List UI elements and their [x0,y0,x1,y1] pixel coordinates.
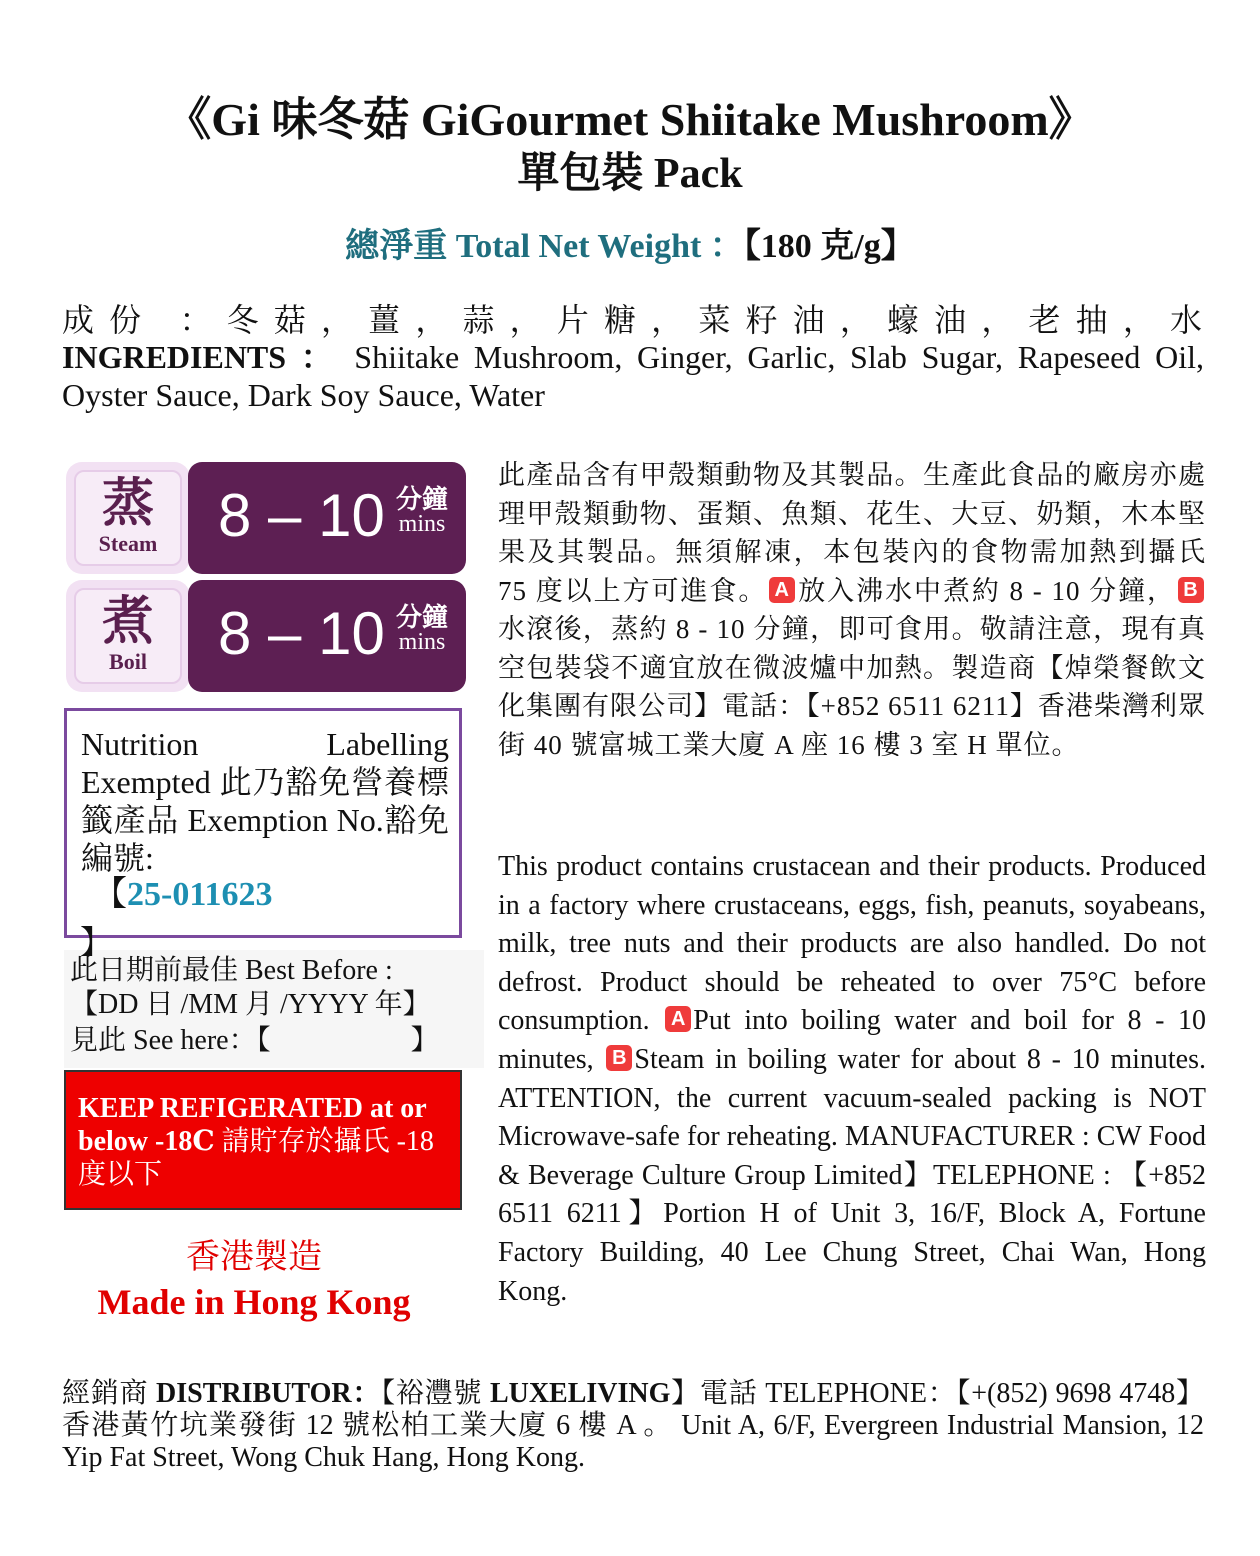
storage-warning-zh: 請貯存於攝氏 -18 度以下 [78,1126,434,1190]
ingredients-list: Shiitake Mushroom, Ginger, Garlic, Slab Sugar, Rapeseed Oil, Oyster Sauce, Dark Soy Sauce, Water [62,339,1204,413]
exemption-code: 25-011623 [127,876,273,913]
net-weight [0,224,1260,270]
boil-badge-icon-panel [66,580,190,692]
best-before-area [64,950,484,1068]
steam-badge [66,462,466,574]
steam-label-zh: 蒸 [101,473,154,534]
distributor-label-en: DISTRIBUTOR： [156,1378,382,1409]
mark-b-icon: B [1178,577,1204,603]
boil-label-en: Boil [109,649,147,674]
description-zh-part1: 此產品含有甲殼類動物及其製品。生產此食品的廠房亦處理甲殼類動物、蛋類、魚類、花生、大豆、奶類，木本堅果及其製品。無須解凍，本包裝內的食物需加熱到攝氏 75 度以上方可進食。 [498,460,1206,606]
storage-warning-en: KEEP REFIGERATED at or below -18Ⅽ [78,1093,427,1157]
ingredients-label: INGREDIENTS ： [62,339,340,375]
boil-time: 8 – 10 [218,600,385,667]
distributor-name-en: LUXELIVING [489,1378,671,1409]
boil-unit-zh: 分鐘 [396,603,449,633]
storage-warning [64,1070,462,1210]
description-en-part1: This product contains crustacean and their products. Produced in a factory where crustaceans, eggs, fish, peanuts, soyabeans, milk, tree nuts and their products are also handled. Do not defrost. Product should be reheated to over 75°C before consumption. [498,851,1206,1037]
origin-zh: 香港製造 [186,1239,322,1276]
net-weight-value: 【180 克/g】 [743,228,915,265]
steam-badge-icon-panel [66,462,190,574]
boil-time-panel [188,580,466,692]
description-zh-part3: 水滾後，蒸約 8 - 10 分鐘，即可食用。敬請注意，現有真空包裝袋不適宜放在微波爐中加熱。製造商【焯榮餐飲文化集團有限公司】電話：【+852 6511 6211】香港柴灣利眾街 40 號富城工業大廈 A 座 16 樓 3 室 H 單位。 [498,614,1206,760]
steam-time-panel [188,462,466,574]
boil-unit-en: mins [398,629,446,655]
steam-unit-zh: 分鐘 [396,485,449,515]
steam-unit-en: mins [398,511,446,537]
nutrition-exemption-text: Nutrition Labelling Exempted 此乃豁免營養標籤產品 Exemption No.豁免編號: [81,726,449,876]
best-before-format: 【DD 日 /MM 月 /YYYY 年】 [70,989,431,1020]
description-en-part3: Steam in boiling water for about 8 - 10 minutes. ATTENTION, the current vacuum-sealed packing is NOT Microwave-safe for reheating. MANUFACTURER : CW Food & Beverage Culture Group Limited】TELEPHONE : 【+852 6511 6211】Portion H of Unit 3, 16/F, Block A, Fortune Factory Building, 40 Lee Chung Street, Chai Wan, Hong Kong. [498,1043,1206,1307]
description-zh-part2: 放入沸水中煮約 8 - 10 分鐘， [797,575,1176,606]
product-subtitle: 單包裝 Pack [517,151,743,197]
net-weight-label: 總淨重 Total Net Weight ： [345,228,744,265]
steam-label-en: Steam [98,531,158,556]
exemption-number [93,875,272,915]
description-zh [498,456,1206,764]
best-before-see-here: 見此 See here：【 】 [70,1025,439,1056]
origin-en: Made in Hong Kong [97,1282,411,1322]
ingredients-zh: 成份 ：冬菇，薑，蒜，片糖，菜籽油，蠔油，老抽，水 [62,302,1204,338]
mark-a-icon: A [665,1006,691,1032]
ingredients-en [62,338,1204,414]
distributor-details: 】電話 TELEPHONE：【+(852) 9698 4748】香港黃竹坑業發街 12 號松柏工業大廈 6 樓 A 。 Unit A, 6/F, Evergreen Industrial Mansion, 12 Yip Fat Street, Wong Chuk Hang, Hong Kong. [62,1378,1204,1473]
distributor-info [62,1378,1204,1474]
nutrition-exemption-box [64,708,462,938]
mark-a-icon: A [769,577,795,603]
best-before-label: 此日期前最佳 Best Before : [70,955,393,986]
distributor-name-open: 【裕灃號 [381,1378,490,1409]
boil-label-zh: 煮 [101,591,154,652]
exemption-bracket-close: 】 [80,924,113,960]
description-en [498,848,1206,1311]
mark-b-icon: B [606,1045,632,1071]
boil-badge [66,580,466,692]
steam-time: 8 – 10 [218,482,385,549]
distributor-label-zh: 經銷商 [62,1378,157,1409]
description-en-part2: Put into boiling water and boil for 8 - 10 minutes, [498,1005,1206,1075]
product-title: 《Gi 味冬菇 GiGourmet Shiitake Mushroom》 [165,94,1095,145]
exemption-bracket-open: 【 [93,876,127,913]
